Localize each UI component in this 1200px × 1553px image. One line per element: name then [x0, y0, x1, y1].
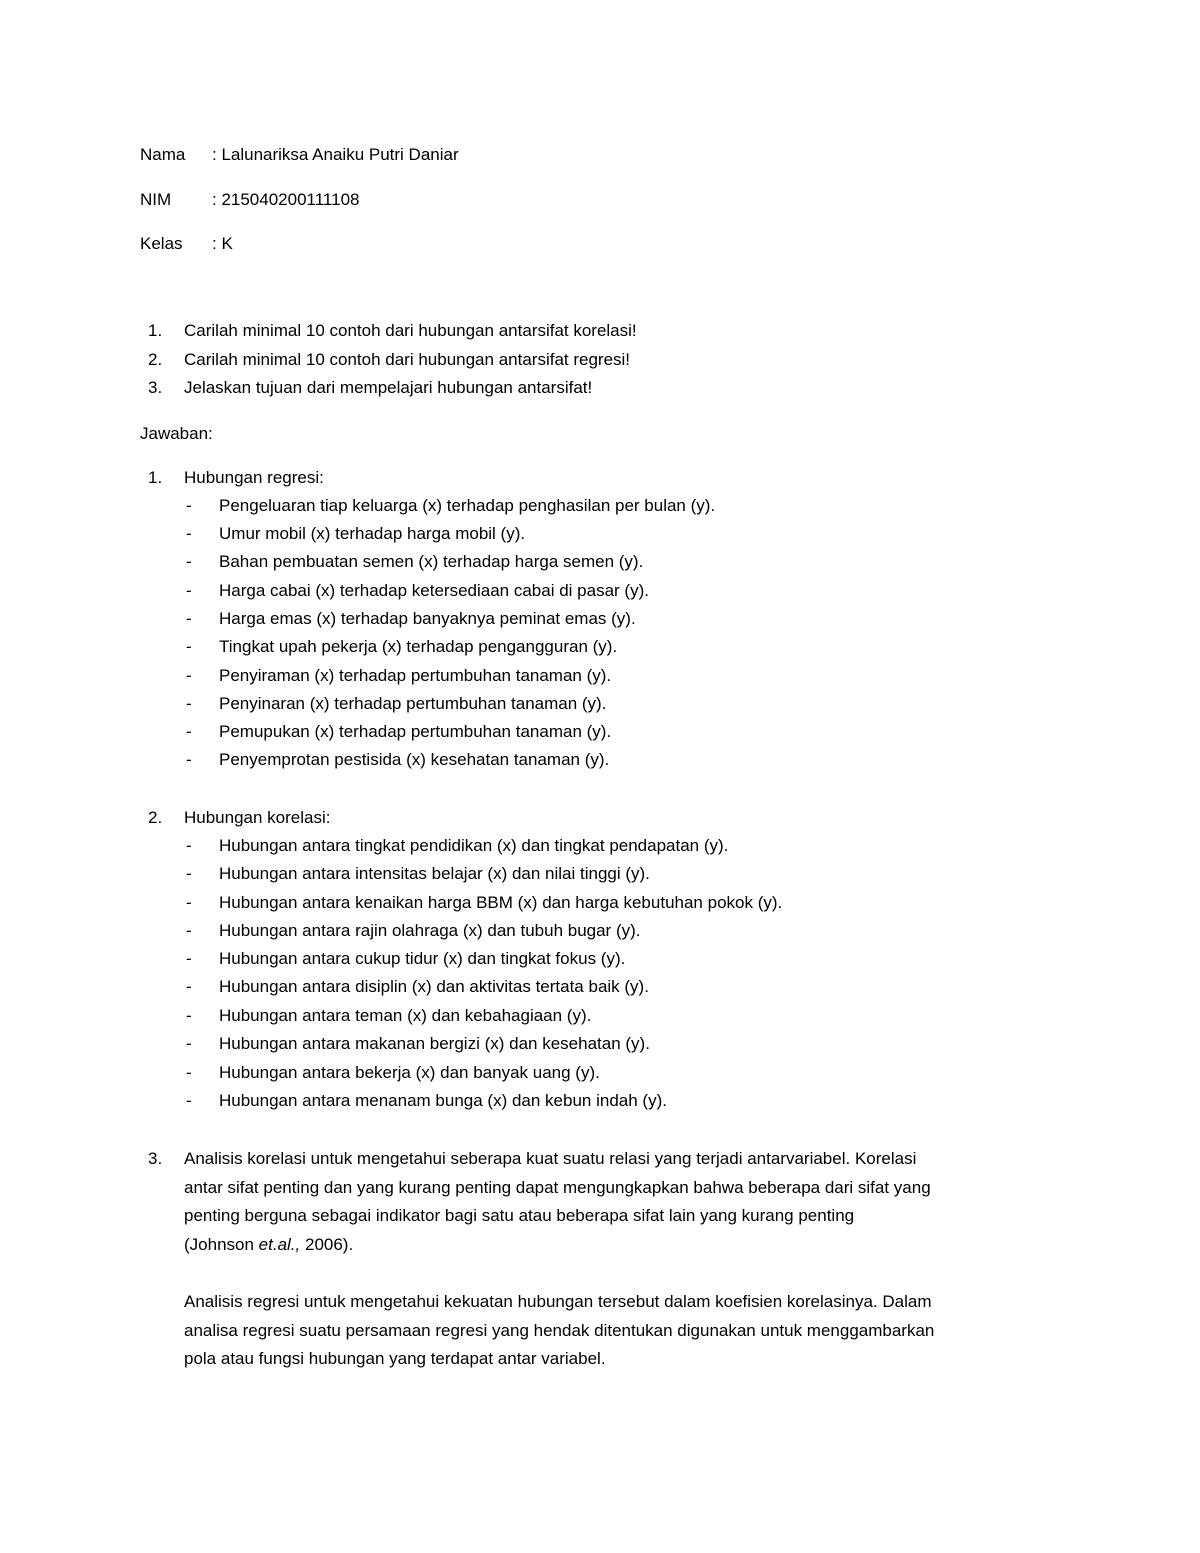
- question-text: Carilah minimal 10 contoh dari hubungan antarsifat regresi!: [184, 350, 631, 369]
- list-item-text: Hubungan antara cukup tidur (x) dan tingkat fokus (y).: [219, 949, 626, 968]
- bullet-dash: -: [186, 1034, 192, 1053]
- paragraph-line: penting berguna sebagai indikator bagi satu atau beberapa sifat lain yang kurang penting: [184, 1206, 855, 1225]
- nama-label: Nama: [140, 145, 186, 164]
- list-item-text: Penyinaran (x) terhadap pertumbuhan tanaman (y).: [219, 694, 607, 713]
- question-number: 2.: [148, 350, 163, 369]
- bullet-dash: -: [186, 694, 192, 713]
- question-number: 3.: [148, 378, 163, 397]
- list-item-text: Harga cabai (x) terhadap ketersediaan cabai di pasar (y).: [219, 581, 649, 600]
- list-item-text: Pengeluaran tiap keluarga (x) terhadap penghasilan per bulan (y).: [219, 496, 716, 515]
- paragraph-line: analisa regresi suatu persamaan regresi yang hendak ditentukan digunakan untuk menggambarkan: [184, 1320, 935, 1340]
- bullet-dash: -: [186, 722, 192, 741]
- answer-title: Hubungan regresi:: [184, 468, 324, 487]
- answer-number: 1.: [148, 468, 163, 487]
- bullet-dash: -: [186, 666, 192, 685]
- bullet-dash: -: [186, 581, 192, 600]
- answer3-paragraph-2: [184, 1288, 1064, 1374]
- list-item-text: Hubungan antara disiplin (x) dan aktivitas tertata baik (y).: [219, 977, 649, 996]
- bullet-dash: -: [186, 750, 192, 769]
- nim-value: : 215040200111108: [212, 190, 360, 209]
- bullet-dash: -: [186, 864, 192, 883]
- citation-etal: et.al.,: [258, 1234, 301, 1254]
- citation-line: [184, 1231, 1064, 1260]
- list-item-text: Penyemprotan pestisida (x) kesehatan tanaman (y).: [219, 750, 610, 769]
- list-item-text: Tingkat upah pekerja (x) terhadap pengangguran (y).: [219, 637, 618, 656]
- paragraph-line: Analisis regresi untuk mengetahui kekuatan hubungan tersebut dalam koefisien korelasinya. Dalam: [184, 1292, 932, 1311]
- answer3-paragraph-1: [184, 1145, 1064, 1259]
- list-item-text: Hubungan antara rajin olahraga (x) dan tubuh bugar (y).: [219, 921, 641, 940]
- list-item-text: Hubungan antara kenaikan harga BBM (x) dan harga kebutuhan pokok (y).: [219, 893, 783, 912]
- bullet-dash: -: [186, 1006, 192, 1025]
- list-item-text: Umur mobil (x) terhadap harga mobil (y).: [219, 524, 526, 543]
- bullet-dash: -: [186, 949, 192, 968]
- list-item-text: Hubungan antara tingkat pendidikan (x) dan tingkat pendapatan (y).: [219, 836, 729, 855]
- question-number: 1.: [148, 321, 163, 340]
- bullet-dash: -: [186, 524, 192, 543]
- answer-number: 3.: [148, 1149, 163, 1168]
- list-item-text: Pemupukan (x) terhadap pertumbuhan tanaman (y).: [219, 722, 612, 741]
- list-item-text: Bahan pembuatan semen (x) terhadap harga semen (y).: [219, 552, 644, 571]
- bullet-dash: -: [186, 552, 192, 571]
- paragraph-line: pola atau fungsi hubungan yang terdapat antar variabel.: [184, 1349, 606, 1368]
- paragraph-line: Analisis korelasi untuk mengetahui seberapa kuat suatu relasi yang terjadi antarvariabel. Korelasi: [184, 1149, 917, 1168]
- list-item-text: Hubungan antara menanam bunga (x) dan kebun indah (y).: [219, 1091, 667, 1110]
- nim-label: NIM: [140, 190, 172, 209]
- bullet-dash: -: [186, 836, 192, 855]
- nama-value: : Lalunariksa Anaiku Putri Daniar: [212, 145, 459, 164]
- bullet-dash: -: [186, 921, 192, 940]
- bullet-dash: -: [186, 637, 192, 656]
- bullet-dash: -: [186, 496, 192, 515]
- citation-close: 2006).: [300, 1234, 354, 1254]
- list-item-text: Hubungan antara intensitas belajar (x) dan nilai tinggi (y).: [219, 864, 650, 883]
- list-item-text: Hubungan antara teman (x) dan kebahagiaan (y).: [219, 1006, 592, 1025]
- citation-open: (Johnson: [184, 1234, 259, 1254]
- list-item-text: Hubungan antara makanan bergizi (x) dan kesehatan (y).: [219, 1034, 650, 1053]
- bullet-dash: -: [186, 1063, 192, 1082]
- bullet-dash: -: [186, 977, 192, 996]
- kelas-label: Kelas: [140, 234, 183, 253]
- answer-number: 2.: [148, 808, 163, 827]
- list-item-text: Penyiraman (x) terhadap pertumbuhan tanaman (y).: [219, 666, 612, 685]
- answers-label: Jawaban:: [140, 424, 213, 443]
- answer-title: Hubungan korelasi:: [184, 808, 331, 827]
- bullet-dash: -: [186, 893, 192, 912]
- bullet-dash: -: [186, 1091, 192, 1110]
- paragraph-line: antar sifat penting dan yang kurang penting dapat mengungkapkan bahwa beberapa dari sifat yang: [184, 1177, 931, 1197]
- bullet-dash: -: [186, 609, 192, 628]
- question-text: Carilah minimal 10 contoh dari hubungan antarsifat korelasi!: [184, 321, 637, 340]
- list-item-text: Harga emas (x) terhadap banyaknya peminat emas (y).: [219, 609, 636, 628]
- question-text: Jelaskan tujuan dari mempelajari hubungan antarsifat!: [184, 378, 593, 397]
- list-item-text: Hubungan antara bekerja (x) dan banyak uang (y).: [219, 1063, 600, 1082]
- kelas-value: : K: [212, 234, 233, 253]
